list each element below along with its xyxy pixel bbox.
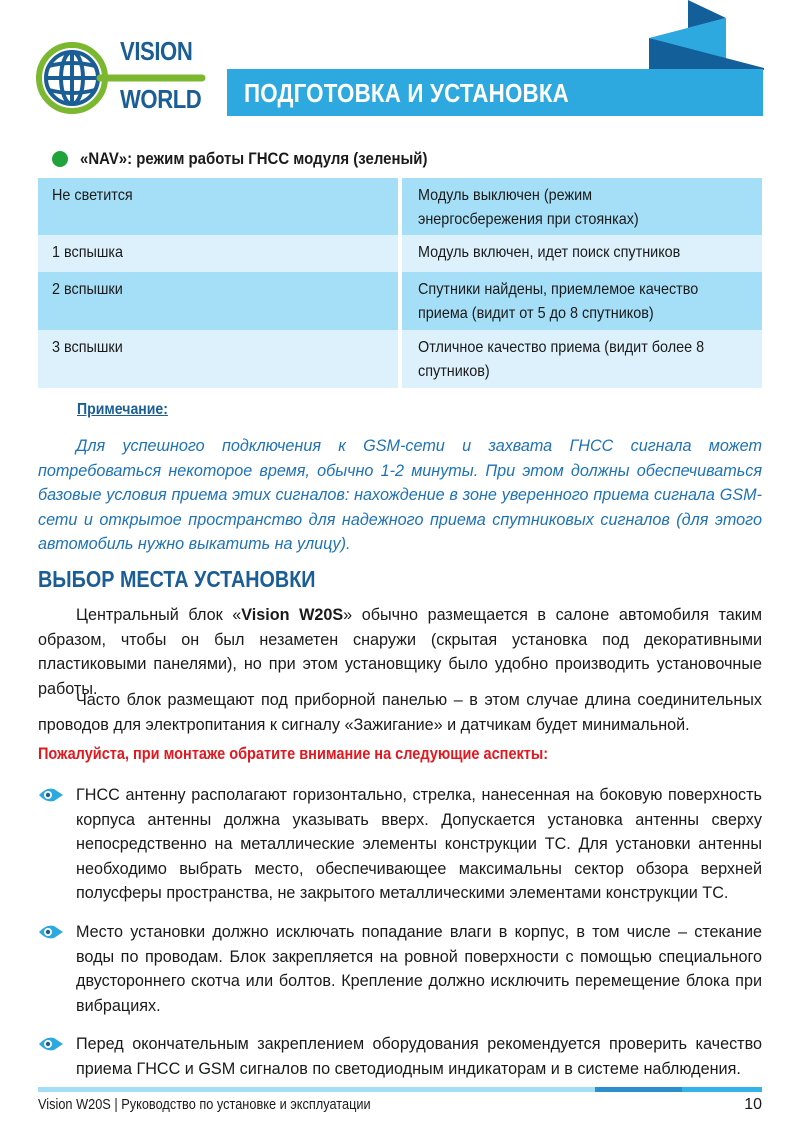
table-row <box>38 330 762 388</box>
ribbon-decoration <box>648 0 764 70</box>
section-banner <box>227 69 763 116</box>
eye-bullet-icon <box>38 920 76 1018</box>
led-heading-title: «NAV»: режим работы ГНСС модуля (зеленый) <box>80 149 428 168</box>
table-cell-meaning: Модуль включен, идет поиск спутников <box>402 235 762 272</box>
table-cell-state: 1 вспышка <box>38 235 398 272</box>
list-item: ГНСС антенну располагают горизонтально, стрелка, нанесенная на боковую поверхность корпуса антенны должна указывать вверх. Допускается установка антенны сверху непосредственно на металлические элементы конструкции ТС. Для установки антенны необходимо выбрать место, обеспечивающее максимальны сектор обзора верхней полусферы пространства, не закрытого металлическими элементами конструкции ТС. <box>38 783 762 906</box>
warning-heading: Пожалуйста, при монтаже обратите внимание на следующие аспекты: <box>38 745 549 763</box>
aspects-list <box>38 783 762 1096</box>
table-row <box>38 178 762 235</box>
note-title: Примечание: <box>77 401 168 418</box>
footer-text: Vision W20S | Руководство по установке и эксплуатации <box>38 1097 371 1113</box>
note-body: Для успешного подключения к GSM-сети и захвата ГНСС сигнала может потребоваться некоторое время, обычно 1-2 минуты. При этом должны обеспечиваться базовые условия приема этих сигналов: нахождение в зоне уверенного приема сигнала GSM-сети и открытое пространство для надежного приема спутниковых сигналов (для этого автомобиль нужно выкатить на улицу). <box>38 437 762 554</box>
product-name: Vision W20S <box>241 606 344 624</box>
list-item: Перед окончательным закреплением оборудования рекомендуется проверить качество приема ГНСС и GSM сигналов по светодиодным индикаторам и в системе наблюдения. <box>38 1032 762 1081</box>
table-cell-meaning: Модуль выключен (режим энергосбережения при стоянках) <box>402 178 762 235</box>
logo-text-world: WORLD <box>120 84 202 114</box>
page-title: ПОДГОТОВКА И УСТАНОВКА <box>244 78 569 108</box>
table-cell-state: Не светится <box>38 178 398 235</box>
led-heading <box>52 148 475 170</box>
list-item: Место установки должно исключать попадание влаги в корпус, в том числе – стекание воды по проводам. Блок закрепляется на ровной поверхности с помощью специального двустороннего скотча или болтов. Крепление должно исключить перемещение блока при вибрациях. <box>38 920 762 1018</box>
globe-magnifier-icon <box>36 36 126 122</box>
eye-bullet-icon <box>38 783 76 906</box>
placement-paragraph-2: Часто блок размещают под приборной панелью – в этом случае длина соединительных проводов для электропитания к сигналу «Зажигание» и датчикам будет минимальной. <box>38 691 762 734</box>
footer-bar <box>38 1087 762 1092</box>
table-row <box>38 272 762 330</box>
table-cell-meaning: Отличное качество приема (видит более 8 спутников) <box>402 330 762 388</box>
logo-text-vision: VISION <box>120 36 193 66</box>
table-row <box>38 235 762 272</box>
led-modes-table <box>38 178 762 388</box>
placement-paragraph-1: Центральный блок «Vision W20S» обычно размещается в салоне автомобиля таким образом, чтобы он был незаметен снаружи (скрытая установка под декоративными пластиковыми панелями), но при этом установщику было удобно производить установочные работы. <box>38 606 763 698</box>
eye-bullet-icon <box>38 1032 76 1081</box>
table-cell-state: 2 вспышки <box>38 272 398 330</box>
vision-world-logo <box>36 36 206 122</box>
table-cell-state: 3 вспышки <box>38 330 398 388</box>
table-cell-meaning: Спутники найдены, приемлемое качество приема (видит от 5 до 8 спутников) <box>402 272 762 330</box>
section-title: ВЫБОР МЕСТА УСТАНОВКИ <box>38 566 316 592</box>
page-number: 10 <box>744 1096 762 1113</box>
green-led-icon <box>52 151 68 167</box>
